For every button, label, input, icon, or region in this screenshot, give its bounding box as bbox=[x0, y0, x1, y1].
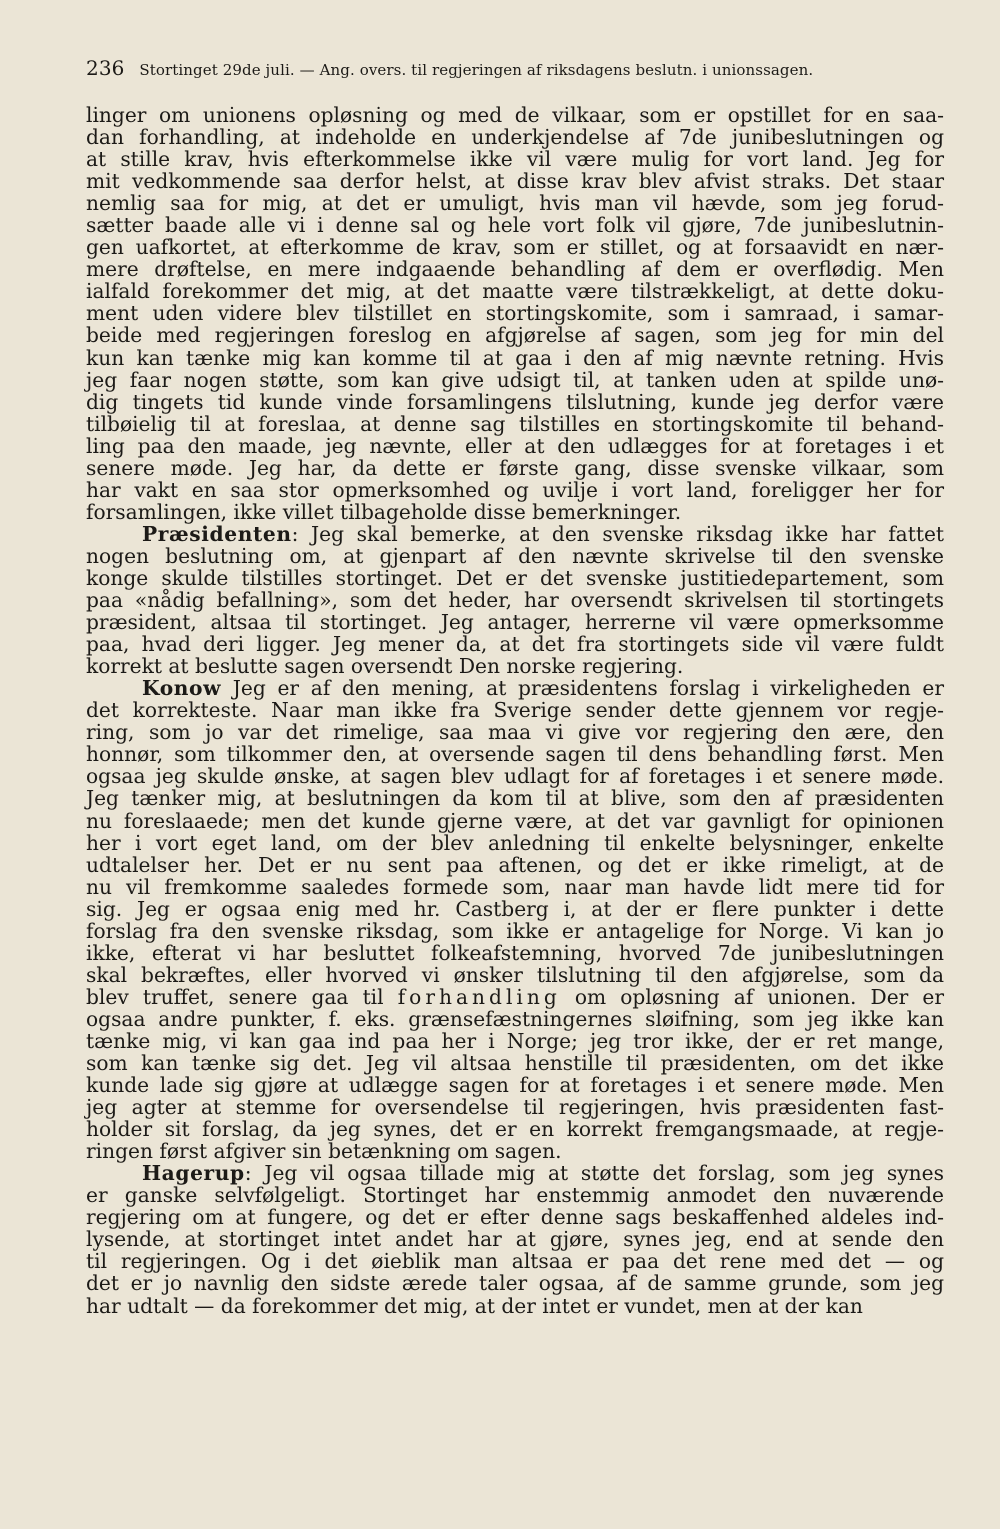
text-line: korrekt at beslutte sagen oversendt Den norske regjering. bbox=[86, 654, 684, 679]
speaker-name: Konow bbox=[142, 676, 222, 701]
text-line: gen uafkortet, at efterkomme de krav, som er stillet, og at forsaavidt en nær- bbox=[86, 235, 944, 260]
text-line: tilbøielig til at foreslaa, at denne sag tilstilles en stortingskomite til behand- bbox=[86, 411, 944, 436]
text-line: er ganske selvfølgeligt. Stortinget har enstemmig anmodet den nuværende bbox=[86, 1183, 944, 1208]
text-line: regjering om at fungere, og det er efter denne sags beskaffenhed aldeles ind- bbox=[86, 1205, 944, 1230]
text-line: Hagerup: Jeg vil ogsaa tillade mig at støtte det forslag, som jeg synes bbox=[142, 1161, 944, 1186]
text-line: holder sit forslag, da jeg synes, det er en korrekt fremgangsmaade, at regje- bbox=[86, 1117, 944, 1142]
body-text bbox=[86, 104, 944, 1317]
text-line: mit vedkommende saa derfor helst, at disse krav blev afvist straks. Det staar bbox=[86, 169, 944, 194]
text-line: kunde lade sig gjøre at udlægge sagen for at foretages i et senere møde. Men bbox=[86, 1073, 944, 1098]
text-line: det er jo navnlig den sidste ærede taler ogsaa, af de samme grunde, som jeg bbox=[86, 1271, 944, 1296]
text-line: paa, hvad deri ligger. Jeg mener da, at det fra stortingets side vil være fuldt bbox=[86, 632, 944, 657]
running-head bbox=[86, 58, 942, 80]
text-line: til regjeringen. Og i det øieblik man altsaa er paa det rene med det — og bbox=[86, 1249, 944, 1274]
text-line: forsamlingen, ikke villet tilbageholde disse bemerkninger. bbox=[86, 499, 682, 524]
text-line: honnør, som tilkommer den, at oversende sagen til dens behandling først. Men bbox=[86, 742, 944, 767]
text-line: sætter baade alle vi i denne sal og hele vort folk vil gjøre, 7de junibeslutnin- bbox=[86, 213, 944, 238]
text-line: ikke, efterat vi har besluttet folkeafstemning, hvorved 7de junibeslutningen bbox=[86, 940, 944, 965]
text-line: nu foreslaaede; men det kunde gjerne være, at det var gavnligt for opinionen bbox=[86, 808, 944, 833]
text-line: forslag fra den svenske riksdag, som ikke er antagelige for Norge. Vi kan jo bbox=[86, 918, 944, 943]
text-line: nemlig saa for mig, at det er umuligt, hvis man vil hævde, som jeg forud- bbox=[86, 191, 944, 216]
text-line: tænke mig, vi kan gaa ind paa her i Norge; jeg tror ikke, der er ret mange, bbox=[86, 1028, 944, 1053]
running-title: Stortinget 29de juli. — Ang. overs. til regjeringen af riksdagens beslutn. i unionssagen. bbox=[139, 61, 814, 79]
text-line: linger om unionens opløsning og med de vilkaar, som er opstillet for en saa- bbox=[86, 103, 944, 127]
text-line: Jeg tænker mig, at beslutningen da kom til at blive, som den af præsidenten bbox=[86, 786, 944, 811]
text-line: ringen først afgiver sin betænkning om sagen. bbox=[86, 1139, 562, 1164]
text-line: senere møde. Jeg har, da dette er første gang, disse svenske vilkaar, som bbox=[86, 455, 944, 480]
text-line: udtalelser her. Det er nu sent paa aftenen, og det er ikke rimeligt, at de bbox=[86, 852, 944, 877]
text-line: det korrekteste. Naar man ikke fra Sverige sender dette gjennem vor regje- bbox=[86, 698, 944, 723]
text-line: har udtalt — da forekommer det mig, at der intet er vundet, men at der kan bbox=[86, 1293, 863, 1318]
speaker-name: Præsidenten bbox=[142, 521, 292, 546]
text-line: kun kan tænke mig kan komme til at gaa i den af mig nævnte retning. Hvis bbox=[86, 345, 944, 370]
text-line: præsident, altsaa til stortinget. Jeg antager, herrerne vil være opmerksomme bbox=[86, 610, 944, 635]
text-line: konge skulde tilstilles stortinget. Det er det svenske justitiedepartement, som bbox=[86, 565, 944, 590]
text-line: ialfald forekommer det mig, at det maatte være tilstrækkeligt, at dette doku- bbox=[86, 279, 944, 304]
text-line: som kan tænke sig det. Jeg vil altsaa henstille til præsidenten, om det ikke bbox=[86, 1051, 944, 1076]
text-line: jeg agter at stemme for oversendelse til regjeringen, hvis præsidenten fast- bbox=[86, 1095, 944, 1120]
text-line: Præsidenten: Jeg skal bemerke, at den svenske riksdag ikke har fattet bbox=[142, 521, 944, 546]
text-line: her i vort eget land, om der blev anledning til enkelte belysninger, enkelte bbox=[86, 830, 944, 855]
text-line: blev truffet, senere gaa til forhandling om opløsning af unionen. Der er bbox=[86, 984, 944, 1009]
text-line: sig. Jeg er ogsaa enig med hr. Castberg i, at der er flere punkter i dette bbox=[86, 896, 944, 921]
text-line: dan forhandling, at indeholde en underkjendelse af 7de junibeslutningen og bbox=[86, 125, 944, 150]
text-line: har vakt en saa stor opmerksomhed og uvilje i vort land, foreligger her for bbox=[86, 477, 944, 502]
text-line: mere drøftelse, en mere indgaaende behandling af dem er overflødig. Men bbox=[86, 257, 944, 282]
text-line: nogen beslutning om, at gjenpart af den nævnte skrivelse til den svenske bbox=[86, 543, 944, 568]
speaker-suffix: : bbox=[244, 1161, 252, 1186]
text-line: at stille krav, hvis efterkommelse ikke vil være mulig for vort land. Jeg for bbox=[86, 147, 944, 172]
page-number: 236 bbox=[86, 56, 125, 80]
text-line: nu vil fremkomme saaledes formede som, naar man havde lidt mere tid for bbox=[86, 874, 944, 899]
text-line: paa «nådig befallning», som det heder, har oversendt skrivelsen til stortingets bbox=[86, 588, 944, 613]
text-line: dig tingets tid kunde vinde forsamlingens tilslutning, kunde jeg derfor være bbox=[86, 389, 944, 414]
text-line: skal bekræftes, eller hvorved vi ønsker tilslutning til den afgjørelse, som da bbox=[86, 962, 944, 987]
text-line: Konow Jeg er af den mening, at præsidentens forslag i virkeligheden er bbox=[142, 676, 944, 701]
text-line: beide med regjeringen foreslog en afgjørelse af sagen, som jeg for min del bbox=[86, 323, 944, 348]
text-line: ring, som jo var det rimelige, saa maa vi give vor regjering den ære, den bbox=[86, 720, 944, 745]
text-line: ment uden videre blev tilstillet en stortingskomite, som i samraad, i samar- bbox=[86, 301, 944, 326]
text-line: jeg faar nogen støtte, som kan give udsigt til, at tanken uden at spilde unø- bbox=[86, 367, 944, 392]
text-line: lysende, at stortinget intet andet har at gjøre, synes jeg, end at sende den bbox=[86, 1227, 944, 1252]
spaced-emphasis: forhandling bbox=[397, 984, 561, 1009]
text-line: ogsaa andre punkter, f. eks. grænsefæstningernes sløifning, som jeg ikke kan bbox=[86, 1006, 944, 1031]
text-line: ling paa den maade, jeg nævnte, eller at den udlægges for at foretages i et bbox=[86, 433, 944, 458]
speaker-suffix: : bbox=[291, 521, 299, 546]
text-line: ogsaa jeg skulde ønske, at sagen blev udlagt for af foretages i et senere møde. bbox=[86, 764, 944, 789]
speaker-name: Hagerup bbox=[142, 1161, 245, 1186]
